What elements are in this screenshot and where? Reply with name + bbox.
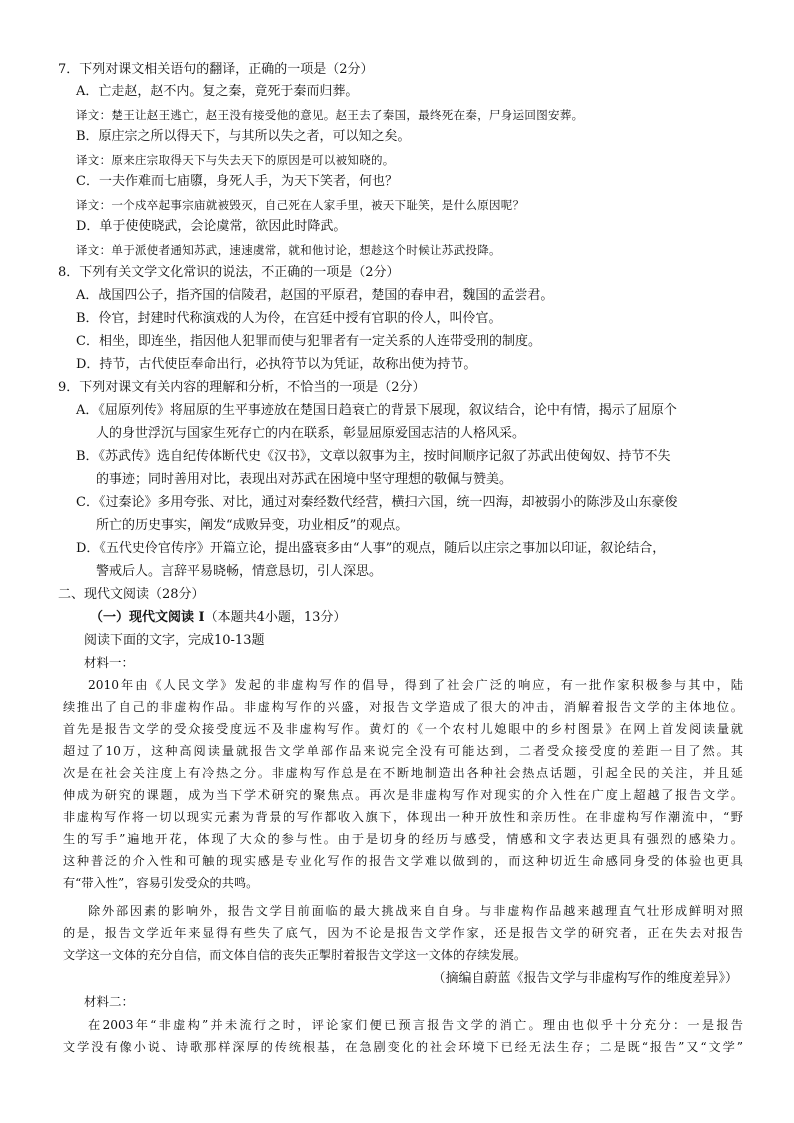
subsection-title-bold: （一）现代文阅读 I bbox=[90, 610, 205, 625]
question-7-option-d-translation: 译文：单于派使者通知苏武，速速虞常，就和他讨论，想趁这个时候让苏武投降。 bbox=[76, 243, 501, 257]
material-1-line: 非虚构写作将一切以现实元素为背景的写作都收入旗下，体现出一种开放性和亲历性。在非虚构写作潮流中，“野 bbox=[63, 810, 743, 824]
question-7-option-d: D．单于使使晓武，会论虞常，欲因此时降武。 bbox=[76, 219, 347, 234]
question-9-option-a-cont: 人的身世浮沉与国家生死存亡的内在联系，彰显屈原爱国志洁的人格风采。 bbox=[96, 426, 526, 441]
question-9-option-c-cont: 所亡的历史事实，阐发“成败异变，功业相反”的观点。 bbox=[96, 518, 409, 533]
question-9-stem: 9．下列对课文有关内容的理解和分析，不恰当的一项是（2分） bbox=[58, 380, 426, 395]
material-2-line: 在2003年“非虚构”并未流行之时，评论家们便已预言报告文学的消亡。理由也似乎十分充分：一是报告 bbox=[88, 1018, 743, 1032]
material-1-label: 材料一： bbox=[84, 655, 135, 670]
question-9-option-b-cont: 的事迹；同时善用对比，表现出对苏武在困境中坚守理想的敬佩与赞美。 bbox=[96, 472, 513, 487]
question-7-option-a-translation: 译文：楚王让赵王逃亡，赵王没有接受他的意见。赵王去了秦国，最终死在秦，尸身运回图安葬。 bbox=[76, 108, 584, 122]
question-7-option-c: C．一夫作难而七庙隳，身死人手，为天下笑者，何也？ bbox=[76, 174, 398, 189]
question-8-option-a: A．战国四公子，指齐国的信陵君，赵国的平原君，楚国的春申君，魏国的孟尝君。 bbox=[76, 288, 554, 303]
material-1-line: 首先是报告文学的受众接受度远不及非虚构写作。黄灯的《一个农村儿媳眼中的乡村图景》在网上首发阅读量就 bbox=[63, 722, 743, 736]
question-7-option-b-translation: 译文：原来庄宗取得天下与失去天下的原因是可以被知晓的。 bbox=[76, 153, 395, 167]
question-8-option-c: C．相坐，即连坐，指因他人犯罪而使与犯罪者有一定关系的人连带受刑的制度。 bbox=[76, 334, 541, 349]
question-9-option-c: C．《过秦论》多用夸张、对比，通过对秦经数代经营，横扫六国，统一四海，却被弱小的陈涉及山东豪俊 bbox=[76, 495, 678, 510]
material-1-line: 生的写手”遍地开花，体现了大众的参与性。由于是切身的经历与感受，情感和文字表达更具有强烈的感染力。 bbox=[63, 832, 743, 846]
question-9-option-b: B．《苏武传》选自纪传体断代史《汉书》，文章以叙事为主，按时间顺序记叙了苏武出使匈奴、持节不失 bbox=[76, 449, 671, 464]
question-9-option-a: A．《屈原列传》将屈原的生平事迹放在楚国日趋衰亡的背景下展现，叙议结合，论中有情，揭示了屈原个 bbox=[76, 403, 677, 418]
reading-instruction: 阅读下面的文字，完成10-13题 bbox=[84, 633, 265, 648]
question-9-option-d: D．《五代史伶官传序》开篇立论，提出盛衰多由“人事”的观点，随后以庄宗之事加以印证，叙论结合， bbox=[76, 541, 666, 556]
material-1-line: 有“带入性”，容易引发受众的共鸣。 bbox=[63, 876, 259, 890]
material-1-line: 次是在社会关注度上有冷热之分。非虚构写作总是在不断地制造出各种社会热点话题，引起全民的关注，并且延 bbox=[63, 766, 743, 780]
material-1-source: （摘编自蔚蓝《报告文学与非虚构写作的维度差异》） bbox=[432, 971, 738, 986]
question-7-option-a: A．亡走赵，赵不内。复之秦，竟死于秦而归葬。 bbox=[76, 84, 359, 99]
material-1-line: 2010年由《人民文学》发起的非虚构写作的倡导，得到了社会广泛的响应，有一批作家积极参与其中，陆 bbox=[88, 678, 743, 692]
material-1-line: 续推出了自己的非虚构作品。非虚构写作的兴盛，对报告文学造成了很大的冲击，消解着报告文学的主体地位。 bbox=[63, 700, 743, 714]
section-2-title: 二、现代文阅读（28分） bbox=[58, 587, 205, 602]
question-7-option-c-translation: 译文：一个戍卒起事宗庙就被毁灭，自己死在人家手里，被天下耻笑，是什么原因呢？ bbox=[76, 198, 525, 212]
material-1-line: 这种普泛的介入性和可触的现实感是专业化写作的报告文学难以做到的，而这种切近生命感同身受的体验也更具 bbox=[63, 854, 743, 868]
question-8-option-b: B．伶官，封建时代称演戏的人为伶，在宫廷中授有官职的伶人，叫伶官。 bbox=[76, 311, 502, 326]
question-8-option-d: D．持节，古代使臣奉命出行，必执符节以为凭证，故称出使为持节。 bbox=[76, 357, 477, 372]
material-1-line: 超过了10万，这种高阅读量就报告文学单部作品来说完全没有可能达到，二者受众接受度的差距一目了然。其 bbox=[63, 744, 743, 758]
question-7-option-b: B．原庄宗之所以得天下，与其所以失之者，可以知之矣。 bbox=[76, 129, 411, 144]
subsection-title bbox=[90, 609, 346, 627]
material-1-line: 伸成为研究的课题，成为当下学术研究的聚焦点。再次是非虚构写作对现实的介入性在广度上超越了报告文学。 bbox=[63, 788, 743, 802]
question-7-stem: 7．下列对课文相关语句的翻译，正确的一项是（2分） bbox=[58, 62, 374, 77]
material-1-p2-line: 除外部因素的影响外，报告文学目前面临的最大挑战来自自身。与非虚构作品越来越理直气壮形成鲜明对照 bbox=[88, 904, 743, 918]
material-1-p2-line: 的是，报告文学近年来显得有些失了底气，因为不论是报告文学作家，还是报告文学的研究者，正在失去对报告 bbox=[63, 926, 743, 940]
material-1-p2-line: 文学这一文体的充分自信，而文体自信的丧失正掣肘着报告文学这一文体的存续发展。 bbox=[63, 948, 527, 962]
subsection-title-rest: （本题共4小题，13分） bbox=[204, 610, 347, 625]
material-2-line: 文学没有像小说、诗歌那样深厚的传统根基，在急剧变化的社会环境下已经无法生存；二是既“报告”又“文学” bbox=[63, 1040, 743, 1054]
question-9-option-d-cont: 警戒后人。言辞平易晓畅，情意恳切，引人深思。 bbox=[96, 564, 383, 579]
question-8-stem: 8．下列有关文学文化常识的说法，不正确的一项是（2分） bbox=[58, 265, 400, 280]
material-2-label: 材料二： bbox=[84, 994, 135, 1009]
